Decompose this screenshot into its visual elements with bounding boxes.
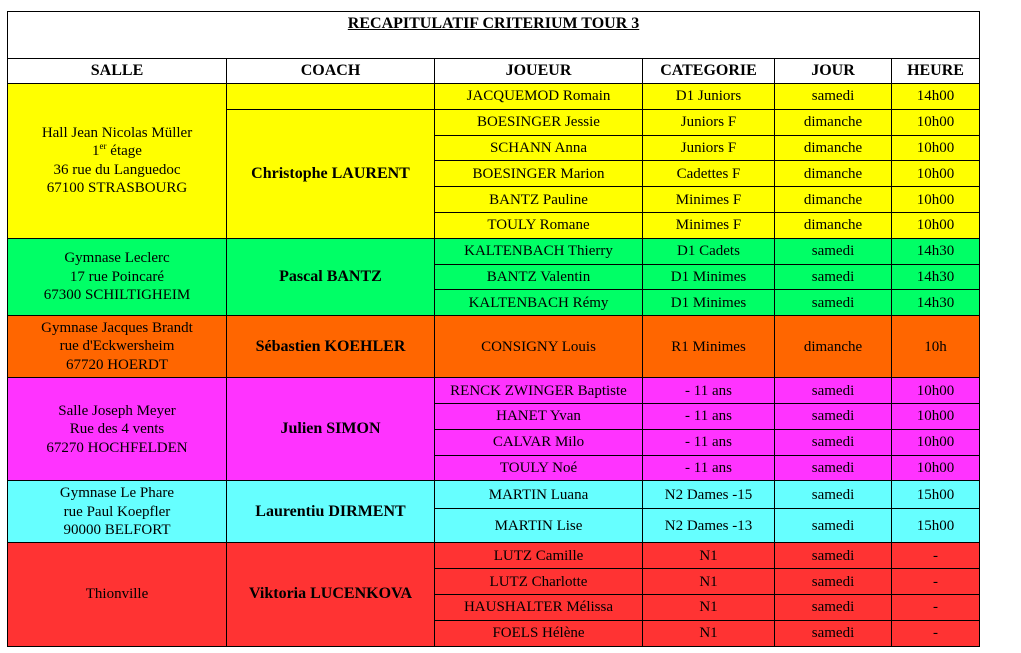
- jour-cell: dimanche: [775, 161, 892, 187]
- jour-cell: dimanche: [775, 187, 892, 213]
- joueur-cell: HANET Yvan: [435, 403, 643, 429]
- jour-cell: samedi: [775, 290, 892, 316]
- categorie-cell: Minimes F: [643, 212, 775, 238]
- heure-cell: 10h00: [892, 187, 980, 213]
- heure-cell: 15h00: [892, 481, 980, 509]
- salle-line: 90000 BELFORT: [63, 522, 171, 539]
- coach-cell: Christophe LAURENT: [227, 109, 435, 238]
- header-categorie: CATEGORIE: [643, 59, 775, 84]
- jour-cell: samedi: [775, 569, 892, 595]
- salle-line: Gymnase Le Phare: [59, 485, 175, 502]
- joueur-cell: FOELS Hélène: [435, 620, 643, 646]
- heure-cell: -: [892, 543, 980, 569]
- categorie-cell: Cadettes F: [643, 161, 775, 187]
- jour-cell: samedi: [775, 238, 892, 264]
- categorie-cell: N1: [643, 620, 775, 646]
- salle-cell: [8, 543, 227, 646]
- heure-cell: 10h00: [892, 429, 980, 455]
- joueur-cell: BOESINGER Jessie: [435, 109, 643, 135]
- jour-cell: samedi: [775, 429, 892, 455]
- salle-line: 67300 SCHILTIGHEIM: [43, 287, 191, 304]
- categorie-cell: - 11 ans: [643, 403, 775, 429]
- jour-cell: samedi: [775, 543, 892, 569]
- categorie-cell: N2 Dames -13: [643, 509, 775, 543]
- joueur-cell: KALTENBACH Thierry: [435, 238, 643, 264]
- salle-line: rue Paul Koepfler: [63, 503, 171, 520]
- jour-cell: dimanche: [775, 316, 892, 378]
- joueur-cell: RENCK ZWINGER Baptiste: [435, 378, 643, 404]
- jour-cell: samedi: [775, 84, 892, 110]
- categorie-cell: - 11 ans: [643, 455, 775, 481]
- salle-line: Thionville: [85, 586, 149, 603]
- jour-cell: samedi: [775, 455, 892, 481]
- coach-cell: [227, 84, 435, 110]
- heure-cell: 10h00: [892, 403, 980, 429]
- heure-cell: -: [892, 620, 980, 646]
- coach-cell: Julien SIMON: [227, 378, 435, 481]
- salle-line: 67270 HOCHFELDEN: [46, 439, 188, 456]
- heure-cell: 10h00: [892, 135, 980, 161]
- joueur-cell: BOESINGER Marion: [435, 161, 643, 187]
- categorie-cell: Juniors F: [643, 135, 775, 161]
- categorie-cell: - 11 ans: [643, 429, 775, 455]
- salle-line: Gymnase Jacques Brandt: [41, 319, 193, 336]
- salle-cell: [8, 378, 227, 481]
- joueur-cell: LUTZ Camille: [435, 543, 643, 569]
- salle-line: 36 rue du Languedoc: [53, 161, 181, 178]
- heure-cell: 10h00: [892, 212, 980, 238]
- salle-cell: [8, 481, 227, 543]
- salle-line: 67720 HOERDT: [65, 356, 169, 373]
- categorie-cell: D1 Juniors: [643, 84, 775, 110]
- joueur-cell: TOULY Noé: [435, 455, 643, 481]
- jour-cell: samedi: [775, 594, 892, 620]
- salle-line: 67100 STRASBOURG: [46, 180, 188, 197]
- header-joueur: JOUEUR: [435, 59, 643, 84]
- salle-cell: [8, 316, 227, 378]
- categorie-cell: N2 Dames -15: [643, 481, 775, 509]
- coach-cell: Pascal BANTZ: [227, 238, 435, 315]
- coach-cell: Laurentiu DIRMENT: [227, 481, 435, 543]
- header-jour: JOUR: [775, 59, 892, 84]
- jour-cell: samedi: [775, 620, 892, 646]
- coach-cell: Viktoria LUCENKOVA: [227, 543, 435, 646]
- heure-cell: 10h00: [892, 455, 980, 481]
- heure-cell: 10h00: [892, 109, 980, 135]
- joueur-cell: CALVAR Milo: [435, 429, 643, 455]
- salle-line: Hall Jean Nicolas Müller: [41, 124, 193, 141]
- salle-line: rue d'Eckwersheim: [59, 338, 175, 355]
- heure-cell: -: [892, 594, 980, 620]
- heure-cell: 10h00: [892, 378, 980, 404]
- heure-cell: 14h30: [892, 238, 980, 264]
- header-salle: SALLE: [8, 59, 227, 84]
- joueur-cell: MARTIN Lise: [435, 509, 643, 543]
- joueur-cell: JACQUEMOD Romain: [435, 84, 643, 110]
- categorie-cell: Juniors F: [643, 109, 775, 135]
- heure-cell: 14h00: [892, 84, 980, 110]
- page-title: RECAPITULATIF CRITERIUM TOUR 3: [8, 12, 980, 59]
- coach-cell: Sébastien KOEHLER: [227, 316, 435, 378]
- jour-cell: dimanche: [775, 109, 892, 135]
- jour-cell: dimanche: [775, 135, 892, 161]
- joueur-cell: HAUSHALTER Mélissa: [435, 594, 643, 620]
- categorie-cell: D1 Cadets: [643, 238, 775, 264]
- jour-cell: samedi: [775, 378, 892, 404]
- joueur-cell: CONSIGNY Louis: [435, 316, 643, 378]
- heure-cell: 10h00: [892, 161, 980, 187]
- salle-line: Rue des 4 vents: [69, 421, 165, 438]
- jour-cell: samedi: [775, 509, 892, 543]
- heure-cell: 10h: [892, 316, 980, 378]
- salle-line: 1er étage: [92, 141, 142, 160]
- header-heure: HEURE: [892, 59, 980, 84]
- jour-cell: samedi: [775, 403, 892, 429]
- salle-line: 17 rue Poincaré: [69, 268, 165, 285]
- recap-table: [7, 11, 980, 647]
- salle-cell: [8, 84, 227, 239]
- joueur-cell: TOULY Romane: [435, 212, 643, 238]
- categorie-cell: D1 Minimes: [643, 264, 775, 290]
- joueur-cell: KALTENBACH Rémy: [435, 290, 643, 316]
- joueur-cell: BANTZ Valentin: [435, 264, 643, 290]
- heure-cell: 14h30: [892, 264, 980, 290]
- joueur-cell: BANTZ Pauline: [435, 187, 643, 213]
- jour-cell: samedi: [775, 481, 892, 509]
- heure-cell: 14h30: [892, 290, 980, 316]
- salle-line: Salle Joseph Meyer: [58, 402, 176, 419]
- categorie-cell: D1 Minimes: [643, 290, 775, 316]
- categorie-cell: N1: [643, 569, 775, 595]
- joueur-cell: LUTZ Charlotte: [435, 569, 643, 595]
- categorie-cell: N1: [643, 594, 775, 620]
- jour-cell: dimanche: [775, 212, 892, 238]
- heure-cell: 15h00: [892, 509, 980, 543]
- salle-cell: [8, 238, 227, 315]
- categorie-cell: - 11 ans: [643, 378, 775, 404]
- categorie-cell: Minimes F: [643, 187, 775, 213]
- categorie-cell: N1: [643, 543, 775, 569]
- salle-line: Gymnase Leclerc: [64, 250, 170, 267]
- joueur-cell: SCHANN Anna: [435, 135, 643, 161]
- jour-cell: samedi: [775, 264, 892, 290]
- categorie-cell: R1 Minimes: [643, 316, 775, 378]
- heure-cell: -: [892, 569, 980, 595]
- joueur-cell: MARTIN Luana: [435, 481, 643, 509]
- header-coach: COACH: [227, 59, 435, 84]
